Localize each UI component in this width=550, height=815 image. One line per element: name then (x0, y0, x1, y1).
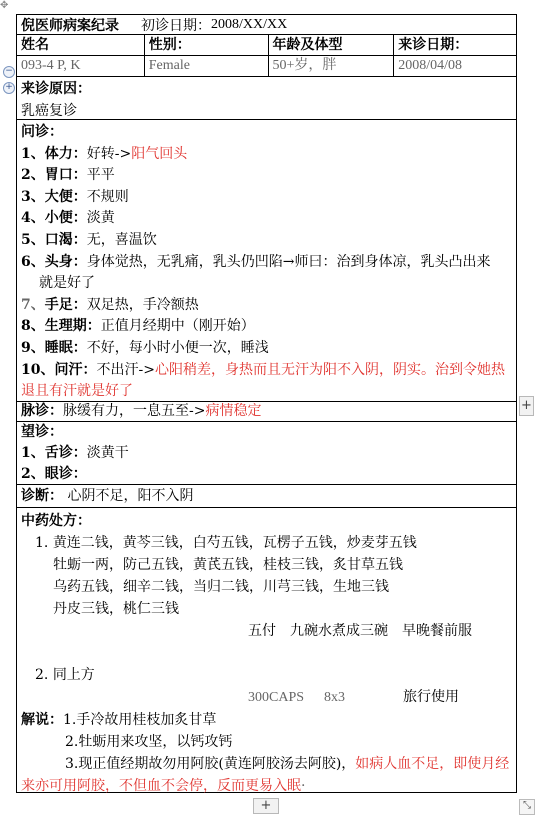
inquiry-item-stool[interactable]: 3、大便：不规则 (21, 188, 129, 205)
prescription-1[interactable]: 1. 黄连二钱，黄芩三钱，白芍五钱，瓦楞子五钱，炒麦芽五钱 牡蛎一两，防己五钱，黄芪五钱，桂枝三钱，炙甘草五钱 乌药五钱，细辛二钱，当归二钱，川芎三钱，生地三钱 丹皮三钱，桃仁三钱 (35, 535, 417, 617)
eye-diagnosis[interactable]: 2、眼诊： (21, 466, 87, 482)
prescription-2-number: 2. (35, 667, 49, 683)
inquiry-item-head-body[interactable]: 6、头身：身体觉热，无乳痛，乳头仍凹陷→师曰：治到身体凉，乳头凸出来 (21, 253, 491, 270)
patient-id[interactable]: 093-4 P, K (17, 56, 145, 76)
table-move-handle-icon[interactable]: ✥ (0, 0, 9, 11)
inquiry-item-hands-feet[interactable]: 7、手足：双足热，手冷额热 (21, 296, 199, 313)
explanation-line-4[interactable]: 来亦可用阿胶，不但血不会停，反而更易入眠· (21, 778, 306, 794)
visit-reason-label: 来诊原因： (21, 81, 91, 97)
inquiry-item-appetite[interactable]: 2、胃口：平平 (21, 167, 115, 184)
prescription-1-instructions[interactable]: 五付 九碗水煮成三碗 早晚餐前服 (248, 623, 472, 639)
first-visit-date-label: 初诊日期： (141, 17, 211, 34)
visit-date-header: 来诊日期： (398, 37, 469, 53)
explanation-line-3[interactable]: 3.现正值经期故勿用阿胶(黄连阿胶汤去阿胶)，如病人血不足，即使月经 (65, 756, 510, 772)
record-header (16, 14, 517, 35)
patient-gender[interactable]: Female (145, 56, 269, 76)
inquiry-item-menstruation[interactable]: 8、生理期：正值月经期中（刚开始） (21, 318, 255, 335)
medical-record-table (16, 14, 517, 793)
inquiry-item-energy[interactable]: 1、体力：好转->阳气回头 (21, 145, 188, 162)
gender-header: 性别： (145, 35, 269, 55)
observation-section (16, 422, 517, 485)
patient-info-values (16, 56, 517, 77)
pulse-label: 脉诊： (21, 403, 63, 419)
inquiry-item-head-body-cont[interactable]: 就是好了 (39, 275, 95, 292)
inquiry-item-urine[interactable]: 4、小便：淡黄 (21, 210, 115, 227)
prescription-2-dosage[interactable]: 300CAPS 8x3 旅行使用 (248, 689, 460, 705)
record-title: 倪医师病案纪录 (21, 17, 119, 34)
first-visit-date-value: 2008/XX/XX (211, 16, 288, 32)
observation-label: 望诊： (21, 424, 63, 440)
add-row-button[interactable]: + (253, 798, 279, 814)
explanation-label: 解说： (21, 712, 63, 728)
visit-reason-section (16, 77, 517, 120)
diagnosis-label: 诊断： (21, 488, 63, 504)
diagnosis-section (16, 485, 517, 508)
inquiry-item-thirst[interactable]: 5、口渴：无，喜温饮 (21, 231, 157, 248)
prescription-2[interactable]: 2. 同上方 (35, 667, 95, 683)
diagnosis-line[interactable]: 诊断： 心阴不足，阳不入阴 (21, 488, 194, 504)
name-header: 姓名 (17, 35, 145, 55)
inquiry-label: 问诊： (21, 124, 63, 140)
inquiry-section (16, 120, 517, 402)
inquiry-item-sweat[interactable]: 10、问汗：不出汗->心阳稍差，身热而且无汗为阳不入阴，阴实。治到令她热 (21, 361, 505, 378)
visit-date[interactable]: 2008/04/08 (398, 58, 463, 73)
explanation-line-1[interactable]: 解说：1.手冷故用桂枝加炙甘草 (21, 712, 217, 728)
pulse-section (16, 402, 517, 422)
prescription-label: 中药处方： (21, 513, 91, 529)
tongue-diagnosis[interactable]: 1、舌诊：淡黄干 (21, 445, 129, 461)
explanation-line-2[interactable]: 2.牡蛎用来攻坚，以钙攻钙 (65, 734, 233, 750)
prescription-section (16, 508, 517, 793)
add-column-button[interactable]: + (519, 396, 534, 416)
patient-info-headers (16, 35, 517, 56)
pulse-line[interactable]: 脉诊：脉缓有力，一息五至->病情稳定 (21, 403, 262, 419)
prescription-1-number: 1. (35, 535, 49, 551)
table-resize-handle-icon[interactable]: ⤡ (519, 799, 535, 815)
visit-reason-text[interactable]: 乳癌复诊 (21, 103, 77, 119)
patient-age[interactable]: 50+岁，胖 (269, 56, 395, 76)
age-header: 年龄及体型 (269, 35, 395, 55)
inquiry-item-sleep[interactable]: 9、睡眠：不好，每小时小便一次，睡浅 (21, 339, 269, 356)
inquiry-item-sweat-cont[interactable]: 退且有汗就是好了 (21, 383, 133, 400)
insert-row-icon[interactable]: + (3, 82, 15, 94)
collapse-row-icon[interactable]: − (3, 66, 15, 78)
